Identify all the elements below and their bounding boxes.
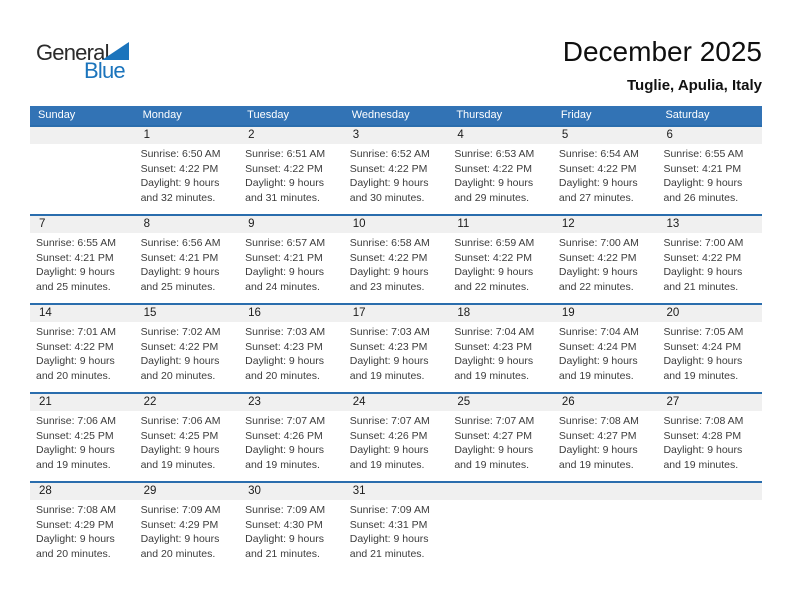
sunset-text: Sunset: 4:23 PM [245,340,323,353]
day-number [448,483,553,500]
sunset-text: Sunset: 4:27 PM [558,429,637,442]
week-row [30,214,762,303]
day-number: 19 [553,305,658,322]
day-details [448,411,553,472]
page-subtitle: Tuglie, Apulia, Italy [626,77,762,94]
day-number: 11 [448,216,553,233]
day-cell-28 [30,483,135,570]
sunrise-text: Sunrise: 7:09 AM [349,504,430,516]
daylight-text: Daylight: 9 hours and 21 minutes. [663,266,743,293]
day-number: 10 [344,216,449,233]
day-number: 21 [30,394,135,411]
week-row [30,481,762,570]
sunrise-text: Sunrise: 6:57 AM [245,237,326,249]
day-cell-empty [553,483,658,570]
daylight-text: Daylight: 9 hours and 25 minutes. [140,266,220,293]
sunrise-text: Sunrise: 6:56 AM [140,237,221,249]
day-number: 1 [135,127,240,144]
daylight-text: Daylight: 9 hours and 19 minutes. [558,444,638,471]
sunrise-text: Sunrise: 7:00 AM [663,237,744,249]
day-cell-8 [135,216,240,303]
sunset-text: Sunset: 4:25 PM [140,429,219,442]
day-cell-16 [239,305,344,392]
day-cell-12 [553,216,658,303]
day-number: 25 [448,394,553,411]
daylight-text: Daylight: 9 hours and 19 minutes. [349,355,429,382]
sunrise-text: Sunrise: 7:07 AM [245,415,326,427]
day-number: 3 [344,127,449,144]
daylight-text: Daylight: 9 hours and 25 minutes. [36,266,115,293]
day-details [135,144,240,205]
sunset-text: Sunset: 4:28 PM [663,429,742,442]
logo-text-blue: Blue [84,58,125,83]
daylight-text: Daylight: 9 hours and 19 minutes. [140,444,220,471]
day-number: 15 [135,305,240,322]
day-details [344,233,449,294]
daylight-text: Daylight: 9 hours and 19 minutes. [36,444,115,471]
daylight-text: Daylight: 9 hours and 22 minutes. [454,266,534,293]
sunrise-text: Sunrise: 7:07 AM [454,415,535,427]
daylight-text: Daylight: 9 hours and 32 minutes. [140,177,220,204]
sunrise-text: Sunrise: 7:02 AM [140,326,221,338]
week-row [30,125,762,214]
sunset-text: Sunset: 4:22 PM [349,162,428,175]
day-number: 14 [30,305,135,322]
daylight-text: Daylight: 9 hours and 20 minutes. [140,355,220,382]
day-cell-14 [30,305,135,392]
day-cell-17 [344,305,449,392]
day-details [657,411,762,472]
day-details [448,322,553,383]
day-cell-27 [657,394,762,481]
day-details [135,500,240,561]
daylight-text: Daylight: 9 hours and 24 minutes. [245,266,324,293]
sunrise-text: Sunrise: 7:03 AM [245,326,326,338]
day-cell-empty [30,127,135,214]
sunset-text: Sunset: 4:21 PM [663,162,742,175]
day-cell-2 [239,127,344,214]
daylight-text: Daylight: 9 hours and 21 minutes. [245,533,324,560]
daylight-text: Daylight: 9 hours and 22 minutes. [558,266,638,293]
day-cell-6 [657,127,762,214]
sunset-text: Sunset: 4:21 PM [245,251,323,264]
day-cell-5 [553,127,658,214]
day-number: 9 [239,216,344,233]
day-details [657,500,762,503]
day-details [239,500,344,561]
weekday-header-friday: Friday [560,109,592,121]
day-number [30,127,135,144]
sunset-text: Sunset: 4:26 PM [349,429,428,442]
day-number: 24 [344,394,449,411]
day-details [657,144,762,205]
sunrise-text: Sunrise: 7:00 AM [558,237,639,249]
day-details [135,411,240,472]
day-number: 18 [448,305,553,322]
daylight-text: Daylight: 9 hours and 19 minutes. [454,444,534,471]
day-cell-3 [344,127,449,214]
day-details [344,144,449,205]
weekday-header-wednesday: Wednesday [351,109,410,121]
day-cell-23 [239,394,344,481]
day-number [657,483,762,500]
logo-text-general: General [36,40,109,65]
day-cell-31 [344,483,449,570]
sunset-text: Sunset: 4:22 PM [140,340,219,353]
day-number: 4 [448,127,553,144]
sunset-text: Sunset: 4:23 PM [454,340,532,353]
sunrise-text: Sunrise: 7:08 AM [36,504,116,516]
sunset-text: Sunset: 4:22 PM [36,340,114,353]
day-number: 13 [657,216,762,233]
sunset-text: Sunset: 4:31 PM [349,518,428,531]
day-details [344,500,449,561]
day-details [553,500,658,503]
daylight-text: Daylight: 9 hours and 19 minutes. [663,444,743,471]
sunrise-text: Sunrise: 7:05 AM [663,326,744,338]
week-row [30,303,762,392]
sunrise-text: Sunrise: 6:59 AM [454,237,535,249]
day-cell-25 [448,394,553,481]
sunset-text: Sunset: 4:29 PM [36,518,114,531]
daylight-text: Daylight: 9 hours and 19 minutes. [663,355,743,382]
day-details [30,144,135,147]
sunset-text: Sunset: 4:22 PM [140,162,219,175]
day-cell-empty [448,483,553,570]
day-number: 6 [657,127,762,144]
day-number: 23 [239,394,344,411]
daylight-text: Daylight: 9 hours and 20 minutes. [36,355,115,382]
day-details [239,322,344,383]
sunset-text: Sunset: 4:22 PM [558,162,637,175]
day-cell-11 [448,216,553,303]
day-number: 16 [239,305,344,322]
day-number: 17 [344,305,449,322]
sunset-text: Sunset: 4:22 PM [663,251,742,264]
day-details [448,233,553,294]
day-cell-29 [135,483,240,570]
sunrise-text: Sunrise: 6:53 AM [454,148,535,160]
day-number: 20 [657,305,762,322]
day-details [553,322,658,383]
day-cell-1 [135,127,240,214]
sunrise-text: Sunrise: 7:08 AM [558,415,639,427]
sunrise-text: Sunrise: 6:55 AM [663,148,744,160]
weekday-header-row [30,106,762,125]
sunrise-text: Sunrise: 6:54 AM [558,148,639,160]
daylight-text: Daylight: 9 hours and 30 minutes. [349,177,429,204]
day-number: 26 [553,394,658,411]
weekday-header-saturday: Saturday [665,109,710,121]
day-cell-7 [30,216,135,303]
day-cell-19 [553,305,658,392]
daylight-text: Daylight: 9 hours and 23 minutes. [349,266,429,293]
sunrise-text: Sunrise: 6:51 AM [245,148,326,160]
day-details [657,322,762,383]
day-number: 12 [553,216,658,233]
day-number: 5 [553,127,658,144]
sunset-text: Sunset: 4:26 PM [245,429,323,442]
calendar-weeks [30,125,762,570]
day-cell-20 [657,305,762,392]
sunrise-text: Sunrise: 6:55 AM [36,237,116,249]
sunset-text: Sunset: 4:22 PM [349,251,428,264]
day-details [448,144,553,205]
general-blue-logo [30,40,140,84]
sunrise-text: Sunrise: 7:07 AM [349,415,430,427]
day-details [135,322,240,383]
day-details [553,411,658,472]
day-details [239,411,344,472]
day-number: 29 [135,483,240,500]
day-cell-26 [553,394,658,481]
day-details [553,233,658,294]
weekday-header-thursday: Thursday [456,109,503,121]
day-cell-30 [239,483,344,570]
sunrise-text: Sunrise: 7:01 AM [36,326,116,338]
daylight-text: Daylight: 9 hours and 19 minutes. [454,355,534,382]
sunset-text: Sunset: 4:30 PM [245,518,323,531]
sunrise-text: Sunrise: 7:06 AM [140,415,221,427]
sunrise-text: Sunrise: 7:09 AM [140,504,221,516]
week-row [30,392,762,481]
day-cell-10 [344,216,449,303]
sunset-text: Sunset: 4:24 PM [558,340,637,353]
daylight-text: Daylight: 9 hours and 20 minutes. [245,355,324,382]
sunset-text: Sunset: 4:22 PM [454,162,532,175]
daylight-text: Daylight: 9 hours and 20 minutes. [140,533,220,560]
day-details [239,144,344,205]
sunset-text: Sunset: 4:25 PM [36,429,114,442]
sunset-text: Sunset: 4:23 PM [349,340,428,353]
day-details [30,233,135,294]
daylight-text: Daylight: 9 hours and 29 minutes. [454,177,534,204]
sunset-text: Sunset: 4:27 PM [454,429,532,442]
daylight-text: Daylight: 9 hours and 27 minutes. [558,177,638,204]
sunrise-text: Sunrise: 7:04 AM [454,326,535,338]
day-details [553,144,658,205]
sunrise-text: Sunrise: 7:04 AM [558,326,639,338]
day-details [30,411,135,472]
day-details [448,500,553,503]
day-cell-15 [135,305,240,392]
sunset-text: Sunset: 4:22 PM [245,162,323,175]
day-cell-9 [239,216,344,303]
day-number: 22 [135,394,240,411]
sunset-text: Sunset: 4:21 PM [36,251,114,264]
day-number: 28 [30,483,135,500]
day-number: 27 [657,394,762,411]
sunrise-text: Sunrise: 7:06 AM [36,415,116,427]
sunrise-text: Sunrise: 7:03 AM [349,326,430,338]
day-details [344,411,449,472]
day-number [553,483,658,500]
sunrise-text: Sunrise: 7:09 AM [245,504,326,516]
day-number: 7 [30,216,135,233]
day-number: 31 [344,483,449,500]
weekday-header-monday: Monday [142,109,182,121]
sunrise-text: Sunrise: 6:52 AM [349,148,430,160]
daylight-text: Daylight: 9 hours and 19 minutes. [349,444,429,471]
daylight-text: Daylight: 9 hours and 26 minutes. [663,177,743,204]
day-cell-13 [657,216,762,303]
sunset-text: Sunset: 4:22 PM [454,251,532,264]
header [262,36,762,94]
day-details [344,322,449,383]
day-number: 2 [239,127,344,144]
sunrise-text: Sunrise: 7:08 AM [663,415,744,427]
day-details [30,500,135,561]
day-details [135,233,240,294]
daylight-text: Daylight: 9 hours and 31 minutes. [245,177,324,204]
day-details [657,233,762,294]
day-details [239,233,344,294]
day-cell-18 [448,305,553,392]
sunset-text: Sunset: 4:22 PM [558,251,637,264]
sunrise-text: Sunrise: 6:58 AM [349,237,430,249]
sunset-text: Sunset: 4:21 PM [140,251,219,264]
daylight-text: Daylight: 9 hours and 20 minutes. [36,533,115,560]
page-title: December 2025 [562,36,762,67]
weekday-header-tuesday: Tuesday [247,109,289,121]
day-number: 8 [135,216,240,233]
day-cell-empty [657,483,762,570]
weekday-header-sunday: Sunday [38,109,76,121]
sunset-text: Sunset: 4:29 PM [140,518,219,531]
day-cell-22 [135,394,240,481]
sunrise-text: Sunrise: 6:50 AM [140,148,221,160]
day-number: 30 [239,483,344,500]
daylight-text: Daylight: 9 hours and 19 minutes. [558,355,638,382]
daylight-text: Daylight: 9 hours and 19 minutes. [245,444,324,471]
daylight-text: Daylight: 9 hours and 21 minutes. [349,533,429,560]
calendar [30,106,762,570]
day-details [30,322,135,383]
day-cell-21 [30,394,135,481]
day-cell-24 [344,394,449,481]
sunset-text: Sunset: 4:24 PM [663,340,742,353]
day-cell-4 [448,127,553,214]
